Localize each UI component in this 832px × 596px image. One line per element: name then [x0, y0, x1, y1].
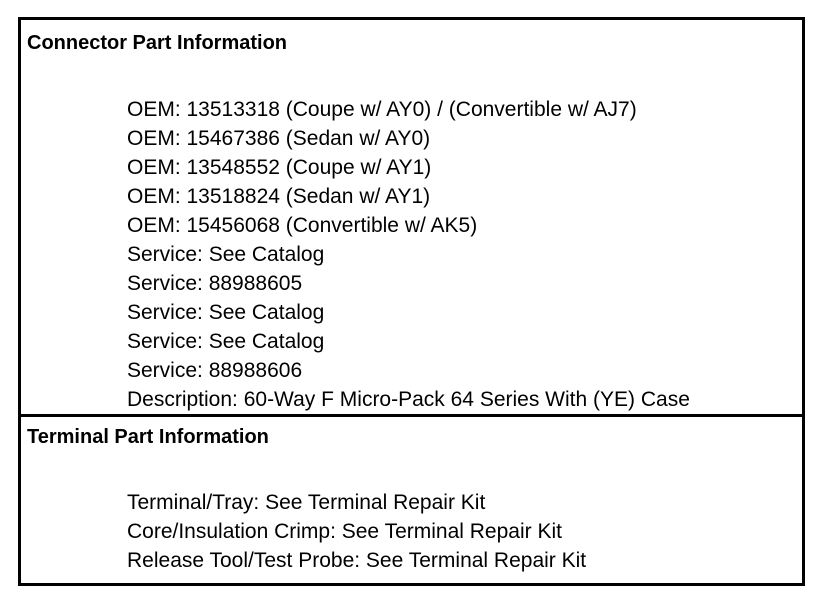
connector-part-section — [21, 20, 802, 414]
connector-line-oem-1: OEM: 13513318 (Coupe w/ AY0) / (Convertible w/ AJ7) — [127, 98, 637, 121]
connector-line-description: Description: 60-Way F Micro-Pack 64 Series With (YE) Case — [127, 388, 690, 411]
connector-line-service-4: Service: See Catalog — [127, 330, 325, 353]
connector-line-service-1: Service: See Catalog — [127, 243, 325, 266]
connector-line-oem-4: OEM: 13518824 (Sedan w/ AY1) — [127, 185, 431, 208]
terminal-lines-list — [127, 488, 586, 575]
terminal-line-crimp: Core/Insulation Crimp: See Terminal Repair Kit — [127, 520, 562, 543]
connector-section-title: Connector Part Information — [27, 32, 288, 54]
connector-lines-list — [127, 95, 690, 414]
connector-line-oem-5: OEM: 15456068 (Convertible w/ AK5) — [127, 214, 478, 237]
connector-line-service-3: Service: See Catalog — [127, 301, 325, 324]
connector-line-service-5: Service: 88988606 — [127, 359, 303, 382]
part-information-table — [18, 17, 805, 586]
connector-line-service-2: Service: 88988605 — [127, 272, 303, 295]
connector-line-oem-3: OEM: 13548552 (Coupe w/ AY1) — [127, 156, 432, 179]
terminal-section-title: Terminal Part Information — [27, 426, 269, 448]
connector-line-oem-2: OEM: 15467386 (Sedan w/ AY0) — [127, 127, 431, 150]
terminal-part-section — [21, 417, 802, 583]
terminal-line-release-tool: Release Tool/Test Probe: See Terminal Repair Kit — [127, 549, 587, 572]
terminal-line-tray: Terminal/Tray: See Terminal Repair Kit — [127, 491, 486, 514]
